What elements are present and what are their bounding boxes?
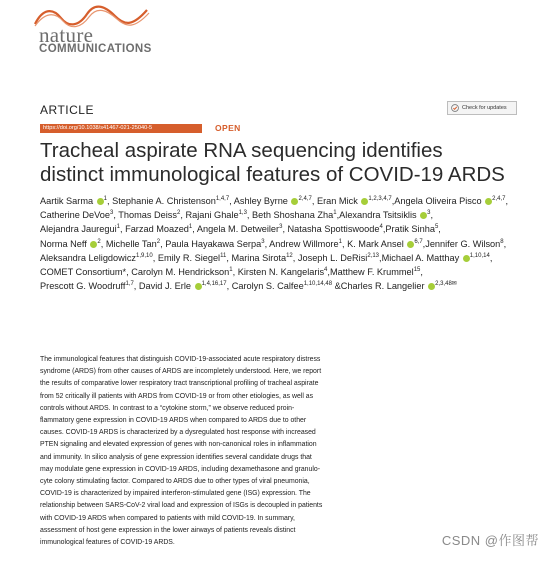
abstract-line: may modulate gene expression in COVID-19 ARDS, including dexamethasone and granulo- xyxy=(40,465,320,473)
abstract-line: controls without ARDS. In contrast to a “cytokine storm,” we observe reduced proin- xyxy=(40,404,295,412)
author-name[interactable]: Aartik Sarma xyxy=(40,196,94,206)
author-name[interactable]: Alejandra Jauregui xyxy=(40,224,117,235)
abstract-line: causes. COVID-19 ARDS is characterized by a dysregulated host response with increased xyxy=(40,429,316,437)
abstract-line: the results of comparative lower respiratory tract transcriptional profiling of tracheal aspirate xyxy=(40,380,319,388)
abstract xyxy=(40,354,515,549)
author-name[interactable]: Charles R. Langelier xyxy=(340,281,425,292)
author-name[interactable]: Andrew Willmore xyxy=(269,238,339,249)
author-affiliation-sup: 8 xyxy=(500,238,504,245)
author-affiliation-sup: 4 xyxy=(379,224,383,231)
author-name[interactable]: Carolyn M. Hendrickson xyxy=(131,267,230,278)
author-name[interactable]: Joseph L. DeRisi xyxy=(297,252,368,263)
abstract-line: The immunological features that distinguish COVID-19-associated acute respiratory distress xyxy=(40,356,321,363)
author-affiliation-sup: 3 xyxy=(279,224,283,231)
doi-link[interactable]: https://doi.org/10.1038/s41467-021-25040-5 xyxy=(40,124,202,133)
author-affiliation-sup: 1 xyxy=(333,210,337,217)
author-affiliation-sup: 1,3 xyxy=(238,210,247,217)
orcid-icon[interactable] xyxy=(463,255,470,262)
open-access-label: OPEN xyxy=(215,123,241,133)
abstract-line: with COVID-19 ARDS when compared to patients with mild COVID-19. In summary, xyxy=(40,514,295,522)
author-name[interactable]: K. Mark Ansel xyxy=(347,238,404,249)
author-name[interactable]: COMET Consortium* xyxy=(40,267,127,278)
author-affiliation-sup: 1 xyxy=(338,238,342,245)
author-affiliation-sup: 1 xyxy=(188,224,193,231)
author-affiliation-sup: 6,7 xyxy=(414,238,423,245)
author-affiliation-sup: 2,13 xyxy=(367,252,380,259)
author-name[interactable]: Eran Mick xyxy=(316,196,358,206)
author-name[interactable]: Angela Oliveira Pisco xyxy=(394,196,482,206)
author-name[interactable]: Emily R. Siegel xyxy=(157,252,221,263)
author-affiliation-sup: 3 xyxy=(261,238,265,245)
author-name[interactable]: Norma Neff xyxy=(40,238,87,249)
author-line: Aartik Sarma $^1$, Stephanie A. Christenson$^{1,4,7}$, Ashley Byrne $^{2,4,7}$, Eran Mick $^{1,2,3,4,7}$,Angela Oliveira Pisco $^{2,4,7}$, xyxy=(40,196,509,206)
author-affiliation-sup: 1,2,3,4,7 xyxy=(368,196,392,202)
author-name[interactable]: Alexandra Tsitsiklis xyxy=(339,210,417,221)
journal-name-top: nature xyxy=(39,23,94,47)
author-name[interactable]: Marina Sirota xyxy=(231,252,287,263)
author-affiliation-sup: 3 xyxy=(109,210,114,217)
author-name[interactable]: Pratik Sinha xyxy=(385,224,435,235)
author-name[interactable]: Farzad Moazed xyxy=(125,224,189,235)
author-affiliation-sup: 1 xyxy=(229,267,233,274)
author-line: Norma Neff $^2$, Michelle Tan$^2$, Paula Hayakawa Serpa$^3$, Andrew Willmore$^1$, K. Mark Ansel $^{6,7}$,Jennifer G. Wilson$^8$, xyxy=(40,238,507,249)
author-name[interactable]: Aleksandra Leligdowicz xyxy=(40,252,137,263)
author-name[interactable]: Michael A. Matthay xyxy=(381,252,460,263)
check-updates-label: Check for updates xyxy=(462,105,507,111)
author-line: Alejandra Jauregui$^1$, Farzad Moazed$^1$, Angela M. Detweiler$^3$, Natasha Spottiswoode$^4$,Pratik Sinha$^5$, xyxy=(40,224,441,235)
journal-name-bottom: COMMUNICATIONS xyxy=(39,43,152,55)
author-affiliation-sup: 2 xyxy=(177,210,181,217)
author-name[interactable]: Rajani Ghale xyxy=(185,210,239,221)
author-affiliation-sup: 2 xyxy=(97,238,101,245)
abstract-line: from 52 critically ill patients with ARDS from COVID-19 or from other etiologies, as well as xyxy=(40,392,314,400)
author-name[interactable]: Prescott G. Woodruff xyxy=(40,281,126,292)
author-affiliation-sup: 4 xyxy=(324,267,328,274)
author-affiliation-sup: 2 xyxy=(156,238,161,245)
author-name[interactable]: Paula Hayakawa Serpa xyxy=(165,238,262,249)
abstract-line: flammatory gene expression in COVID-19 ARDS when compared to ARDS due to other xyxy=(40,417,307,425)
author-name[interactable]: Jennifer G. Wilson xyxy=(425,238,501,249)
title-line: distinct immunological features of COVID-19 ARDS xyxy=(40,163,505,186)
abstract-line: cyte colony stimulating factor. Compared to ARDS due to other types of viral pneumonia, xyxy=(40,478,310,486)
check-for-updates-button[interactable] xyxy=(447,101,517,115)
abstract-line: syndrome (ARDS) from other causes of ARDS are incompletely understood. Here, we report xyxy=(40,368,322,376)
abstract-line: assessment of host gene expression in the lower airways of patients reveals distinct xyxy=(40,526,296,534)
author-affiliation-sup: 1,10,14 xyxy=(469,252,490,259)
author-affiliation-sup: 2,4,7 xyxy=(492,196,506,202)
journal-logo xyxy=(33,4,193,56)
abstract-line: and immunity. In silico analysis of gene expression identifies several candidate drugs that xyxy=(40,453,312,461)
author-affiliation-sup: 11 xyxy=(220,252,227,259)
author-name[interactable]: Beth Shoshana Zha xyxy=(252,210,334,221)
abstract-line: COVID-19 is characterized by impaired interferon-stimulated gene (ISG) expression. The xyxy=(40,490,311,498)
author-name[interactable]: Thomas Deiss xyxy=(118,210,177,221)
author-name[interactable]: Natasha Spottiswoode xyxy=(287,224,380,235)
watermark: CSDN @作图帮 xyxy=(441,533,539,548)
abstract-line: immunological features of COVID-19 ARDS. xyxy=(40,539,175,547)
author-line: Catherine DeVoe$^3$, Thomas Deiss$^2$, Rajani Ghale$^{1,3}$, Beth Shoshana Zha$^1$,Alexandra Tsitsiklis $^3$, xyxy=(40,210,434,221)
author-affiliation-sup: 1,4,16,17 xyxy=(201,281,227,288)
author-affiliation-sup: 1,10,14,48 xyxy=(303,281,333,288)
check-updates-icon xyxy=(451,104,459,112)
author-name[interactable]: Kirsten N. Kangelaris xyxy=(237,267,325,278)
author-name[interactable]: Angela M. Detweiler xyxy=(196,224,280,235)
orcid-icon[interactable] xyxy=(97,198,104,205)
author-affiliation-sup: 12 xyxy=(286,252,293,259)
author-line: COMET Consortium*, Carolyn M. Hendrickson$^1$, Kirsten N. Kangelaris$^4$,Matthew F. Krummel$^{15}$, xyxy=(40,267,423,278)
author-name[interactable]: Ashley Byrne xyxy=(233,196,288,206)
author-name[interactable]: Carolyn S. Calfee xyxy=(231,281,304,292)
author-affiliation-sup: 2,3,48✉ xyxy=(435,281,457,288)
author-name[interactable]: Matthew F. Krummel xyxy=(329,267,414,278)
author-line: Prescott G. Woodruff$^{1,7}$, David J. Erle $^{1,4,16,17}$, Carolyn S. Calfee$^{1,10,14,48}$ &Charles R. Langelier $^{2,3,48✉}$ xyxy=(40,281,457,292)
author-affiliation-sup: 5 xyxy=(434,224,439,231)
orcid-icon[interactable] xyxy=(195,283,202,290)
author-affiliation-sup: 1,9,10 xyxy=(136,252,153,259)
author-name[interactable]: David J. Erle xyxy=(138,281,191,292)
author-affiliation-sup: 1,7 xyxy=(125,281,134,288)
article-title xyxy=(40,139,545,187)
author-affiliation-sup: 1 xyxy=(116,224,120,231)
author-line: Aleksandra Leligdowicz$^{1,9,10}$, Emily R. Siegel$^{11}$, Marina Sirota$^{12}$, Joseph L. DeRisi$^{2,13}$,Michael A. Matthay $^{1,10,14}$, xyxy=(40,252,493,263)
title-line: Tracheal aspirate RNA sequencing identifies xyxy=(40,139,443,162)
author-affiliation-sup: 2,4,7 xyxy=(298,196,312,202)
author-name[interactable]: Catherine DeVoe xyxy=(40,210,110,221)
abstract-line: PTEN signaling and elevated expression of genes with non-canonical roles in inflammation xyxy=(40,441,317,449)
abstract-line: relationship between SARS-CoV-2 viral load and expression of ISGs is decoupled in patients xyxy=(40,502,323,510)
author-affiliation-sup: 3 xyxy=(427,210,431,217)
author-affiliation-sup: 1,4,7 xyxy=(215,196,230,202)
author-affiliation-sup: 1 xyxy=(103,196,108,202)
author-name[interactable]: Michelle Tan xyxy=(105,238,157,249)
author-name[interactable]: Stephanie A. Christenson xyxy=(112,196,216,206)
article-type-label: ARTICLE xyxy=(40,103,94,117)
author-list xyxy=(40,194,515,293)
author-affiliation-sup: 15 xyxy=(413,267,421,274)
